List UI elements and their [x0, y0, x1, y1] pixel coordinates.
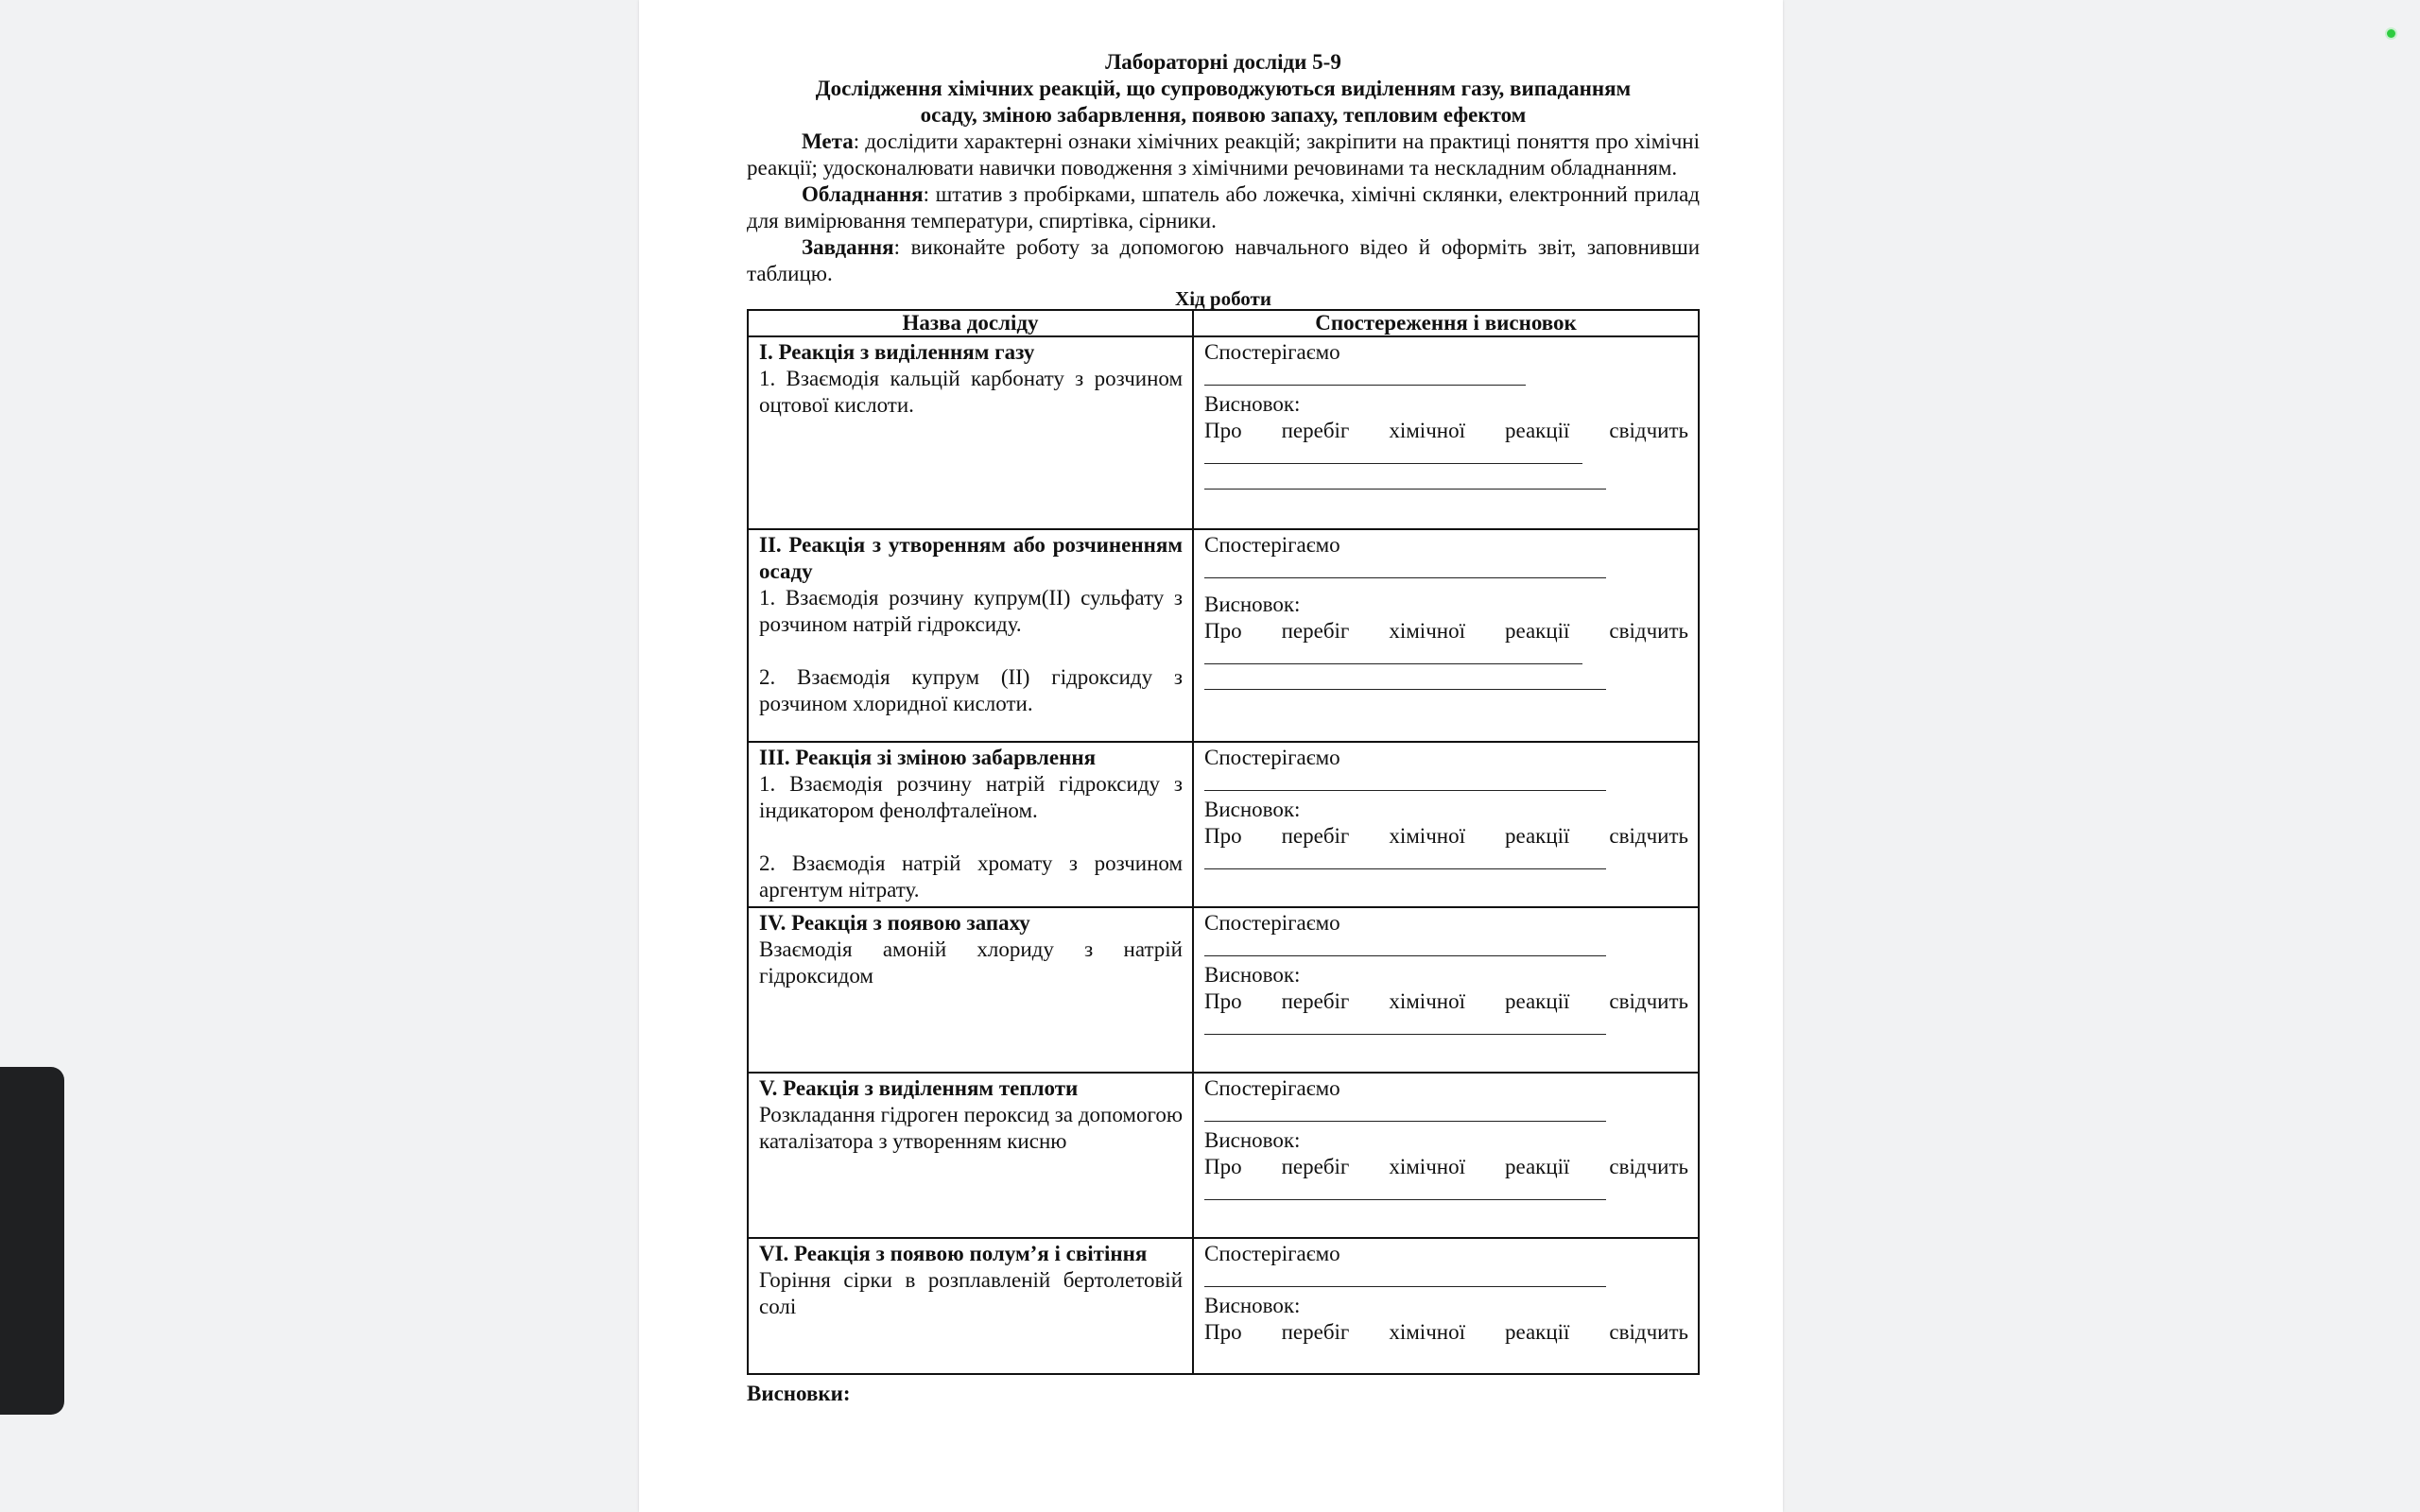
- conclusion-label: Висновок:: [1204, 1294, 1301, 1317]
- answer-line[interactable]: [1204, 366, 1526, 386]
- answer-line[interactable]: [1204, 771, 1606, 791]
- evidence-word: реакції: [1504, 824, 1570, 848]
- observation-cell: [1193, 1073, 1699, 1238]
- goal-paragraph: [747, 129, 1700, 181]
- equipment-paragraph: [747, 181, 1700, 234]
- evidence-word: хімічної: [1389, 824, 1465, 848]
- evidence-word: свідчить: [1609, 824, 1688, 848]
- experiment-heading: II. Реакція з утворенням або розчиненням осаду: [759, 533, 1183, 583]
- table-row: [748, 907, 1699, 1073]
- experiment-heading: VI. Реакція з появою полум’я і світіння: [759, 1242, 1148, 1265]
- experiment-heading: I. Реакція з виділенням газу: [759, 340, 1035, 364]
- experiment-cell: [748, 336, 1193, 529]
- goal-text: : дослідити характерні ознаки хімічних реакцій; закріпити на практиці поняття про хімічні реакції; удосконалювати навички поводження з хімічними речовинами та нескладним обладнанням.: [747, 129, 1700, 180]
- table-row: [748, 336, 1699, 529]
- observe-label: Спостерігаємо: [1204, 340, 1340, 364]
- document-page: [639, 0, 1783, 1512]
- evidence-sentence: [1204, 618, 1688, 644]
- evidence-word: хімічної: [1389, 1155, 1465, 1178]
- evidence-word: Про: [1204, 419, 1242, 442]
- observe-label: Спостерігаємо: [1204, 533, 1340, 557]
- task-paragraph: [747, 234, 1700, 287]
- status-indicator-icon: [2387, 29, 2395, 38]
- answer-line[interactable]: [1204, 1102, 1606, 1122]
- experiment-cell: [748, 742, 1193, 907]
- evidence-word: реакції: [1504, 1320, 1570, 1344]
- experiment-cell: [748, 529, 1193, 742]
- evidence-word: перебіг: [1281, 1320, 1350, 1344]
- evidence-word: свідчить: [1609, 419, 1688, 442]
- task-label: Завдання: [802, 235, 894, 259]
- conclusion-label: Висновок:: [1204, 392, 1301, 416]
- answer-line[interactable]: [1204, 850, 1606, 869]
- answer-line[interactable]: [1204, 558, 1606, 578]
- evidence-sentence: [1204, 418, 1688, 444]
- evidence-word: Про: [1204, 989, 1242, 1013]
- evidence-sentence: [1204, 1319, 1688, 1346]
- column-header-observation: Спостереження і висновок: [1193, 310, 1699, 336]
- observe-label: Спостерігаємо: [1204, 1076, 1340, 1100]
- evidence-word: хімічної: [1389, 1320, 1465, 1344]
- evidence-word: перебіг: [1281, 989, 1350, 1013]
- document-content: [747, 49, 1700, 1407]
- evidence-word: хімічної: [1389, 619, 1465, 643]
- answer-line[interactable]: [1204, 644, 1582, 664]
- evidence-word: перебіг: [1281, 824, 1350, 848]
- answer-line[interactable]: [1204, 444, 1582, 464]
- experiment-item: 1. Взаємодія кальцій карбонату з розчином оцтової кислоти.: [759, 367, 1183, 417]
- experiment-cell: [748, 1238, 1193, 1374]
- evidence-word: хімічної: [1389, 419, 1465, 442]
- evidence-word: свідчить: [1609, 989, 1688, 1013]
- equipment-label: Обладнання: [802, 182, 924, 206]
- observation-cell: [1193, 742, 1699, 907]
- evidence-word: свідчить: [1609, 619, 1688, 643]
- evidence-sentence: [1204, 1154, 1688, 1180]
- experiment-item: 2. Взаємодія купрум (II) гідроксиду з розчином хлоридної кислоти.: [759, 665, 1183, 715]
- observe-label: Спостерігаємо: [1204, 746, 1340, 769]
- answer-line[interactable]: [1204, 670, 1606, 690]
- conclusion-label: Висновок:: [1204, 963, 1301, 987]
- evidence-word: реакції: [1504, 989, 1570, 1013]
- experiment-heading: III. Реакція зі зміною забарвлення: [759, 746, 1097, 769]
- evidence-word: реакції: [1504, 419, 1570, 442]
- document-subtitle-line1: Дослідження хімічних реакцій, що супроводжуються виділенням газу, випаданням: [815, 77, 1632, 100]
- table-row: [748, 1238, 1699, 1374]
- experiment-item: Взаємодія амоній хлориду з натрій гідроксидом: [759, 937, 1183, 988]
- experiment-item: 1. Взаємодія розчину купрум(II) сульфату з розчином натрій гідроксиду.: [759, 586, 1183, 636]
- document-title: Лабораторні досліди 5-9: [1105, 50, 1341, 74]
- observation-cell: [1193, 529, 1699, 742]
- evidence-word: свідчить: [1609, 1320, 1688, 1344]
- table-header-row: [748, 310, 1699, 336]
- experiment-cell: [748, 1073, 1193, 1238]
- evidence-word: свідчить: [1609, 1155, 1688, 1178]
- conclusion-label: Висновок:: [1204, 593, 1301, 616]
- evidence-word: Про: [1204, 824, 1242, 848]
- experiment-heading: V. Реакція з виділенням теплоти: [759, 1076, 1079, 1100]
- evidence-sentence: [1204, 988, 1688, 1015]
- experiments-table: [747, 309, 1700, 1375]
- experiment-item: 2. Взаємодія натрій хромату з розчином аргентум нітрату.: [759, 851, 1183, 902]
- experiment-item: 1. Взаємодія розчину натрій гідроксиду з індикатором фенолфталеїном.: [759, 772, 1183, 822]
- evidence-word: Про: [1204, 1155, 1242, 1178]
- side-dock-panel[interactable]: [0, 1067, 64, 1415]
- observe-label: Спостерігаємо: [1204, 911, 1340, 935]
- answer-line[interactable]: [1204, 936, 1606, 956]
- experiment-item: Горіння сірки в розплавленій бертолетовій солі: [759, 1268, 1183, 1318]
- evidence-word: перебіг: [1281, 619, 1350, 643]
- task-text: : виконайте роботу за допомогою навчального відео й оформіть звіт, заповнивши таблицю.: [747, 235, 1700, 285]
- answer-line[interactable]: [1204, 1267, 1606, 1287]
- evidence-word: перебіг: [1281, 419, 1350, 442]
- evidence-word: реакції: [1504, 1155, 1570, 1178]
- table-row: [748, 1073, 1699, 1238]
- observation-cell: [1193, 336, 1699, 529]
- table-row: [748, 529, 1699, 742]
- observe-label: Спостерігаємо: [1204, 1242, 1340, 1265]
- final-conclusions-label: Висновки:: [747, 1382, 851, 1405]
- conclusion-label: Висновок:: [1204, 798, 1301, 821]
- answer-line[interactable]: [1204, 470, 1606, 490]
- experiment-item: Розкладання гідроген пероксид за допомогою каталізатора з утворенням кисню: [759, 1103, 1183, 1153]
- evidence-sentence: [1204, 823, 1688, 850]
- experiment-cell: [748, 907, 1193, 1073]
- goal-label: Мета: [802, 129, 854, 153]
- evidence-word: перебіг: [1281, 1155, 1350, 1178]
- evidence-word: реакції: [1504, 619, 1570, 643]
- answer-line[interactable]: [1204, 1180, 1606, 1200]
- observation-cell: [1193, 1238, 1699, 1374]
- observation-cell: [1193, 907, 1699, 1073]
- evidence-word: хімічної: [1389, 989, 1465, 1013]
- equipment-text: : штатив з пробірками, шпатель або ложечка, хімічні склянки, електронний прилад для вимірювання температури, спиртівка, сірники.: [747, 182, 1700, 232]
- progress-heading: Хід роботи: [1175, 287, 1271, 310]
- table-row: [748, 742, 1699, 907]
- experiment-heading: IV. Реакція з появою запаху: [759, 911, 1030, 935]
- conclusion-label: Висновок:: [1204, 1128, 1301, 1152]
- column-header-name: Назва досліду: [748, 310, 1193, 336]
- evidence-word: Про: [1204, 1320, 1242, 1344]
- document-subtitle-line2: осаду, зміною забарвлення, появою запаху, тепловим ефектом: [920, 103, 1527, 127]
- answer-line[interactable]: [1204, 1015, 1606, 1035]
- evidence-word: Про: [1204, 619, 1242, 643]
